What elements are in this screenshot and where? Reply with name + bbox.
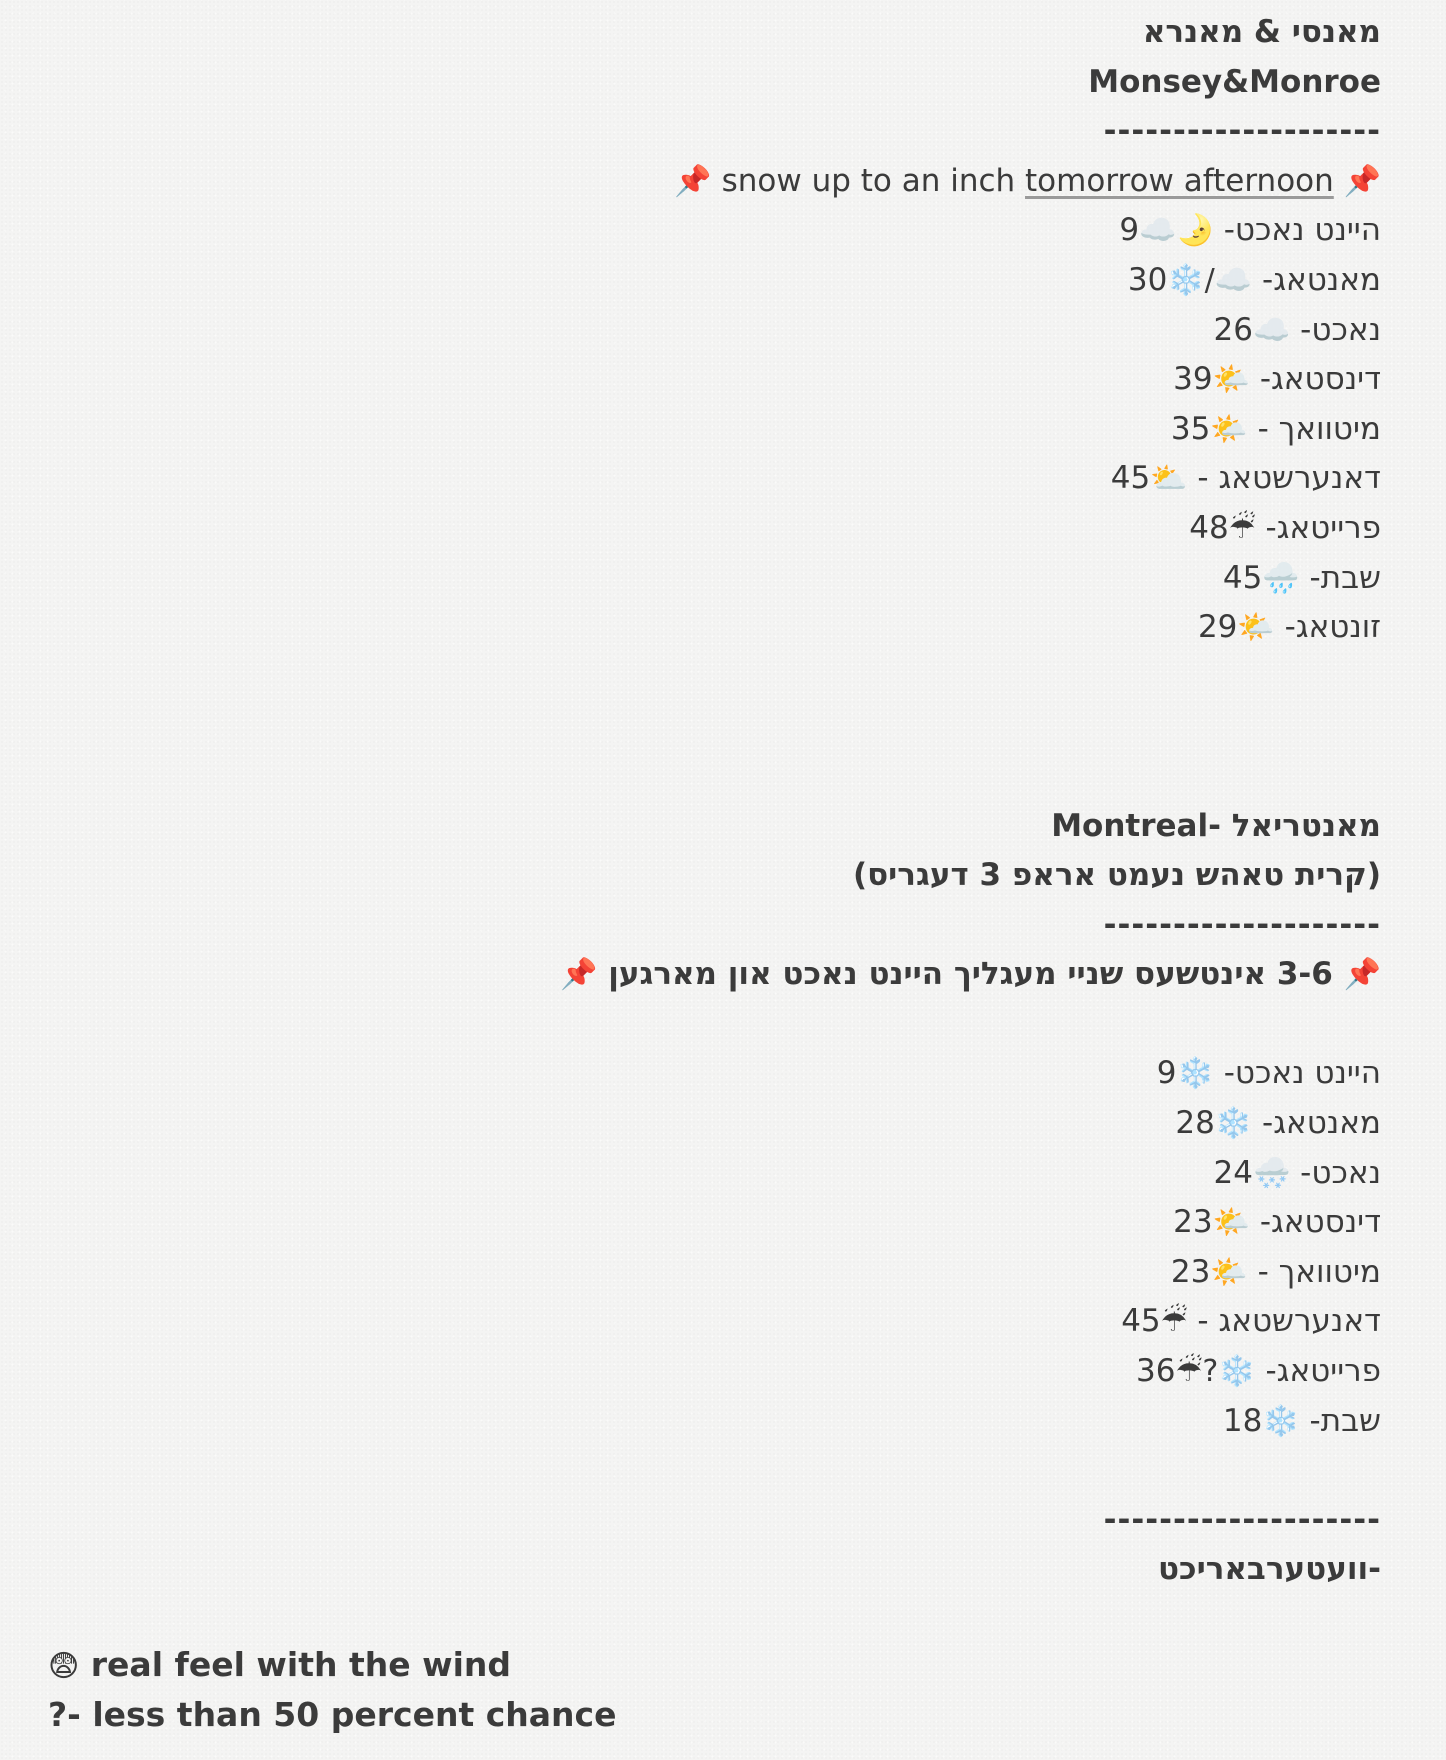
- monsey-title-yiddish: מאנסי & מאנרא: [1142, 14, 1381, 50]
- monsey-divider: --------------------: [1103, 113, 1381, 150]
- forecast-temp: 39: [1173, 361, 1213, 398]
- forecast-row: [40, 1099, 1381, 1149]
- weather-icon: ☁️/❄️: [1167, 262, 1253, 298]
- forecast-temp: 45: [1110, 460, 1151, 497]
- forecast-row: [40, 1149, 1381, 1199]
- forecast-row: [40, 1347, 1381, 1397]
- spacer: [40, 702, 1381, 752]
- weather-icon: ⛅: [1150, 461, 1188, 497]
- spacer: [40, 1446, 1381, 1496]
- weather-icon: ❄️: [1176, 1056, 1214, 1092]
- forecast-day: שבת-: [1309, 559, 1381, 596]
- montreal-title: מאנטריאל -Montreal: [1051, 807, 1381, 844]
- forecast-day: זונטאג-: [1284, 609, 1381, 646]
- forecast-row: [40, 256, 1381, 306]
- monsey-title-english: Monsey&Monroe: [1088, 63, 1381, 100]
- forecast-day: נאכט-: [1300, 1154, 1381, 1191]
- weather-icon: ☁️: [1252, 312, 1291, 348]
- forecast-day: דינסטאג-: [1259, 361, 1381, 398]
- forecast-temp: 26: [1213, 311, 1253, 348]
- weather-icon: ❄️: [1214, 1106, 1253, 1142]
- forecast-row: [40, 454, 1381, 504]
- closing-divider: --------------------: [1103, 1501, 1381, 1538]
- forecast-day: נאכט-: [1300, 311, 1381, 348]
- weather-icon: 🌤️: [1212, 362, 1250, 398]
- forecast-temp: 9: [1119, 212, 1140, 249]
- legend-real-feel: [48, 1640, 616, 1690]
- forecast-day: היינט נאכט-: [1223, 212, 1381, 249]
- legend-real-feel-text: real feel with the wind: [90, 1645, 512, 1684]
- fearful-face-icon: 😨: [48, 1649, 80, 1684]
- forecast-temp: 18: [1222, 1402, 1263, 1439]
- montreal-alert: [40, 950, 1381, 1000]
- forecast-day: דינסטאג-: [1259, 1204, 1381, 1241]
- weather-icon: 🌤️: [1237, 610, 1275, 646]
- forecast-row: [40, 306, 1381, 356]
- spacer: [40, 752, 1381, 802]
- pushpin-icon: 📌: [560, 957, 598, 993]
- forecast-temp: 48: [1189, 509, 1229, 546]
- weather-icon: 🌤️: [1210, 411, 1248, 447]
- forecast-day: דאנערשטאג -: [1197, 1303, 1381, 1340]
- forecast-temp: 28: [1175, 1105, 1215, 1142]
- forecast-temp: 23: [1170, 1253, 1211, 1290]
- weather-icon: 🌛☁️: [1139, 213, 1214, 249]
- weather-icon: ❄️?☔: [1175, 1354, 1256, 1390]
- forecast-row: [40, 1198, 1381, 1248]
- forecast-temp: 45: [1222, 559, 1263, 596]
- monsey-alert: [40, 157, 1381, 207]
- forecast-row: [40, 206, 1381, 256]
- weather-icon: ☔: [1228, 510, 1256, 546]
- forecast-day: מאנטאג-: [1262, 1105, 1381, 1142]
- alert-text: snow up to an inch: [721, 162, 1026, 199]
- forecast-row: [40, 1049, 1381, 1099]
- legend: [48, 1640, 616, 1740]
- forecast-temp: 36: [1136, 1353, 1176, 1390]
- forecast-day: פרייטאג-: [1265, 1353, 1381, 1390]
- forecast-day: היינט נאכט-: [1223, 1055, 1381, 1092]
- forecast-row: [40, 1397, 1381, 1447]
- forecast-temp: 29: [1197, 609, 1238, 646]
- forecast-temp: 30: [1127, 261, 1168, 298]
- weather-icon: 🌨️: [1252, 1155, 1291, 1191]
- signature: -וועטערבאריכט: [1157, 1551, 1381, 1588]
- forecast-row: [40, 603, 1381, 653]
- spacer: [40, 653, 1381, 703]
- forecast-temp: 23: [1173, 1204, 1213, 1241]
- forecast-row: [40, 504, 1381, 554]
- weather-icon: 🌤️: [1210, 1254, 1248, 1290]
- forecast-day: פרייטאג-: [1265, 509, 1381, 546]
- weather-icon: 🌤️: [1212, 1205, 1250, 1241]
- forecast-row: [40, 554, 1381, 604]
- forecast-day: שבת-: [1309, 1402, 1381, 1439]
- alert-text: 3-6 אינטשעס שניי מעגליך היינט נאכט און מארגען: [608, 956, 1333, 993]
- weather-icon: 🌧️: [1262, 560, 1300, 596]
- pushpin-icon: 📌: [674, 163, 712, 199]
- forecast-temp: 45: [1121, 1303, 1161, 1340]
- pushpin-icon: 📌: [1343, 163, 1381, 199]
- montreal-subtitle: (קרית טאהש נעמט אראפ 3 דעגריס): [852, 857, 1381, 894]
- legend-question-mark: ?- less than 50 percent chance: [48, 1695, 617, 1734]
- forecast-row: [40, 405, 1381, 455]
- pushpin-icon: 📌: [1343, 957, 1381, 993]
- weather-note: [40, 8, 1381, 1595]
- forecast-day: מיטוואך -: [1257, 410, 1381, 447]
- weather-icon: ❄️: [1262, 1403, 1300, 1439]
- forecast-day: מיטוואך -: [1257, 1253, 1381, 1290]
- forecast-temp: 35: [1170, 410, 1211, 447]
- montreal-forecast-list: [40, 1049, 1381, 1446]
- forecast-temp: 9: [1156, 1055, 1177, 1092]
- weather-icon: ☔: [1160, 1304, 1188, 1340]
- montreal-divider: --------------------: [1103, 906, 1381, 943]
- forecast-day: דאנערשטאג -: [1197, 460, 1381, 497]
- forecast-temp: 24: [1213, 1154, 1253, 1191]
- spacer: [40, 1000, 1381, 1050]
- alert-text-underlined: tomorrow afternoon: [1025, 162, 1334, 199]
- forecast-row: [40, 1248, 1381, 1298]
- monsey-forecast-list: [40, 206, 1381, 652]
- forecast-row: [40, 355, 1381, 405]
- forecast-day: מאנטאג-: [1262, 261, 1381, 298]
- forecast-row: [40, 1297, 1381, 1347]
